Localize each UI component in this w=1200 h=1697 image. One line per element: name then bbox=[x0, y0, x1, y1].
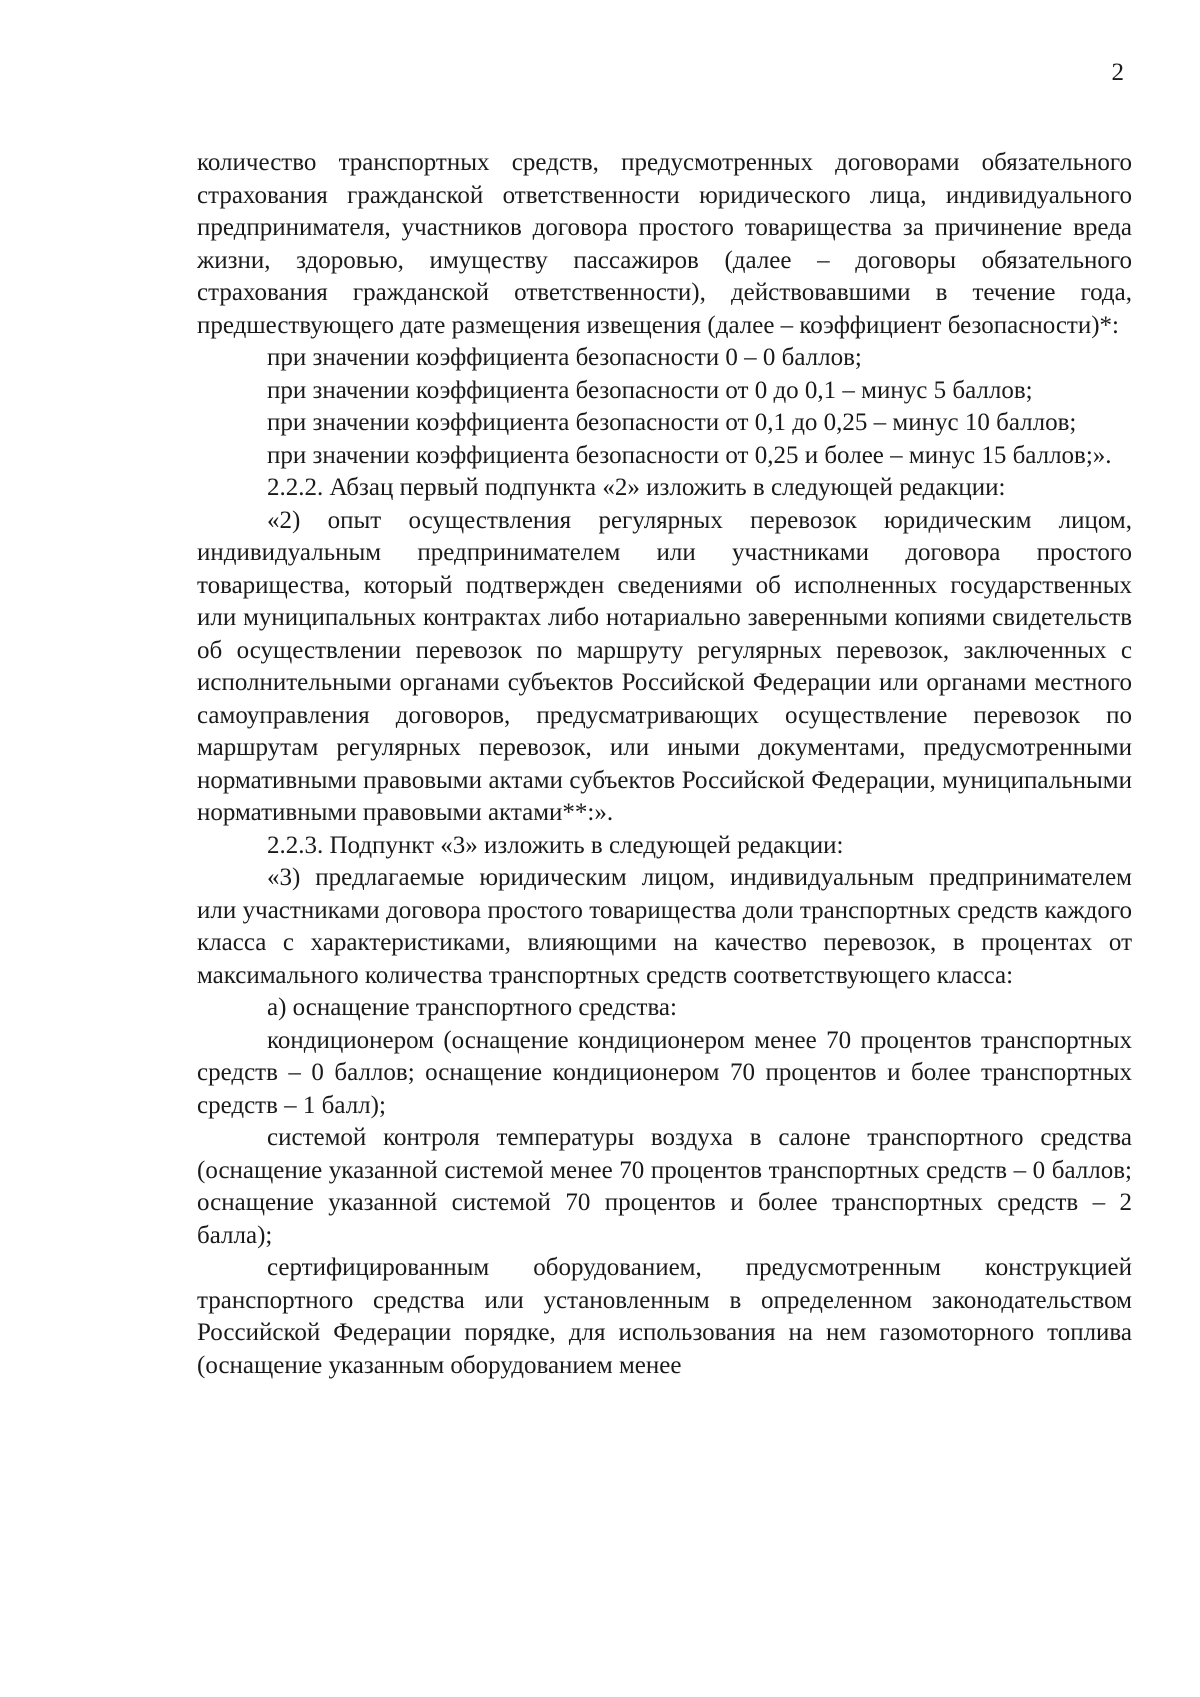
paragraph: при значении коэффициента безопасности от 0 до 0,1 – минус 5 баллов; bbox=[267, 376, 1033, 404]
paragraph: «2) опыт осуществления регулярных перевозок юридическим лицом, индивидуальным предпринимателем или участниками договора простого товарищества, который подтвержден сведениями об исполненных государственных или муниципальных контрактах либо нотариально заверенными копиями свидетельств об осуществлении перевозок по маршруту регулярных перевозок, заключенных с исполнительными органами субъектов Российской Федерации или органами местного самоуправления договоров, предусматривающих осуществление перевозок по маршрутам регулярных перевозок, или иными документами, предусмотренными нормативными правовыми актами субъектов Российской Федерации, муниципальными нормативными правовыми актами**:». bbox=[197, 506, 1132, 826]
paragraph: а) оснащение транспортного средства: bbox=[267, 994, 677, 1021]
page-number: 2 bbox=[1111, 59, 1124, 86]
paragraph: кондиционером (оснащение кондиционером менее 70 процентов транспортных средств – 0 баллов; оснащение кондиционером 70 процентов и более транспортных средств – 1 балл); bbox=[197, 1026, 1132, 1119]
document-body bbox=[197, 147, 1132, 1382]
paragraph: при значении коэффициента безопасности 0 – 0 баллов; bbox=[267, 344, 862, 371]
paragraph: 2.2.3. Подпункт «3» изложить в следующей редакции: bbox=[267, 831, 844, 859]
paragraph: при значении коэффициента безопасности от 0,25 и более – минус 15 баллов;». bbox=[267, 441, 1112, 469]
paragraph: количество транспортных средств, предусмотренных договорами обязательного страхования гражданской ответственности юридического лица, индивидуального предпринимателя, участников договора простого товарищества за причинение вреда жизни, здоровью, имуществу пассажиров (далее – договоры обязательного страхования гражданской ответственности), действовавшими в течение года, предшествующего дате размещения извещения (далее – коэффициент безопасности)*: bbox=[197, 149, 1132, 339]
paragraph: сертифицированным оборудованием, предусмотренным конструкцией транспортного средства или установленным в определенном законодательством Российской Федерации порядке, для использования на нем газомоторного топлива (оснащение указанным оборудованием менее bbox=[197, 1254, 1132, 1379]
paragraph: 2.2.2. Абзац первый подпункта «2» изложить в следующей редакции: bbox=[267, 474, 1006, 501]
paragraph: системой контроля температуры воздуха в салоне транспортного средства (оснащение указанной системой менее 70 процентов транспортных средств – 0 баллов; оснащение указанной системой 70 процентов и более транспортных средств – 2 балла); bbox=[197, 1124, 1132, 1249]
paragraph: «3) предлагаемые юридическим лицом, индивидуальным предпринимателем или участниками договора простого товарищества доли транспортных средств каждого класса с характеристиками, влияющими на качество перевозок, в процентах от максимального количества транспортных средств соответствующего класса: bbox=[197, 864, 1132, 989]
paragraph: при значении коэффициента безопасности от 0,1 до 0,25 – минус 10 баллов; bbox=[267, 409, 1077, 436]
